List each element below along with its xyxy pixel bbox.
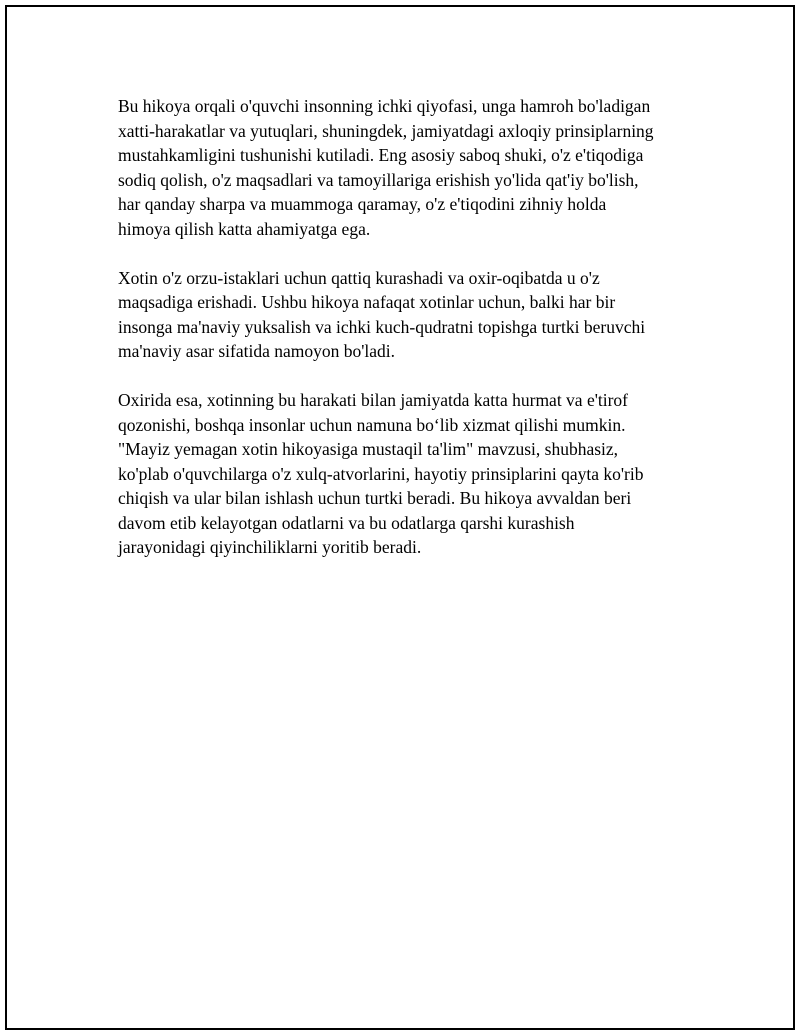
text-line: ko'plab o'quvchilarga o'z xulq-atvorlarini, hayotiy prinsiplarini qayta ko'rib xyxy=(118,463,644,484)
paragraph-3 xyxy=(118,388,708,560)
text-line: ma'naviy asar sifatida namoyon bo'ladi. xyxy=(118,341,395,361)
paragraph-1 xyxy=(118,94,708,241)
text-line: sodiq qolish, o'z maqsadlari va tamoyillariga erishish yo'lida qat'iy bo'lish, xyxy=(118,169,639,190)
text-line: "Mayiz yemagan xotin hikoyasiga mustaqil ta'lim" mavzusi, shubhasiz, xyxy=(118,439,619,459)
text-line: Oxirida esa, xotinning bu harakati bilan jamiyatda katta hurmat va e'tirof xyxy=(118,390,629,410)
text-line: Bu hikoya orqali o'quvchi insonning ichki qiyofasi, unga hamroh bo'ladigan xyxy=(118,96,651,116)
document-page xyxy=(5,5,795,1030)
text-line: jarayonidagi qiyinchiliklarni yoritib beradi. xyxy=(118,537,422,557)
text-line: har qanday sharpa va muammoga qaramay, o'z e'tiqodini zihniy holda xyxy=(118,194,607,214)
text-line: chiqish va ular bilan ishlash uchun turtki beradi. Bu hikoya avvaldan beri xyxy=(118,488,632,508)
text-line: Xotin o'z orzu-istaklari uchun qattiq kurashadi va oxir-oqibatda u o'z xyxy=(118,267,600,288)
text-line: maqsadiga erishadi. Ushbu hikoya nafaqat xotinlar uchun, balki har bir xyxy=(118,292,616,312)
text-line: xatti-harakatlar va yutuqlari, shuningdek, jamiyatdagi axloqiy prinsiplarning xyxy=(118,120,654,141)
paragraph-2 xyxy=(118,266,708,364)
text-line: insonga ma'naviy yuksalish va ichki kuch-qudratni topishga turtki beruvchi xyxy=(118,316,646,337)
document-body xyxy=(118,94,708,584)
text-line: qozonishi, boshqa insonlar uchun namuna bo‘lib xizmat qilishi mumkin. xyxy=(118,414,626,435)
text-line: davom etib kelayotgan odatlarni va bu odatlarga qarshi kurashish xyxy=(118,512,575,533)
text-line: mustahkamligini tushunishi kutiladi. Eng asosiy saboq shuki, o'z e'tiqodiga xyxy=(118,145,644,165)
text-line: himoya qilish katta ahamiyatga ega. xyxy=(118,218,371,239)
